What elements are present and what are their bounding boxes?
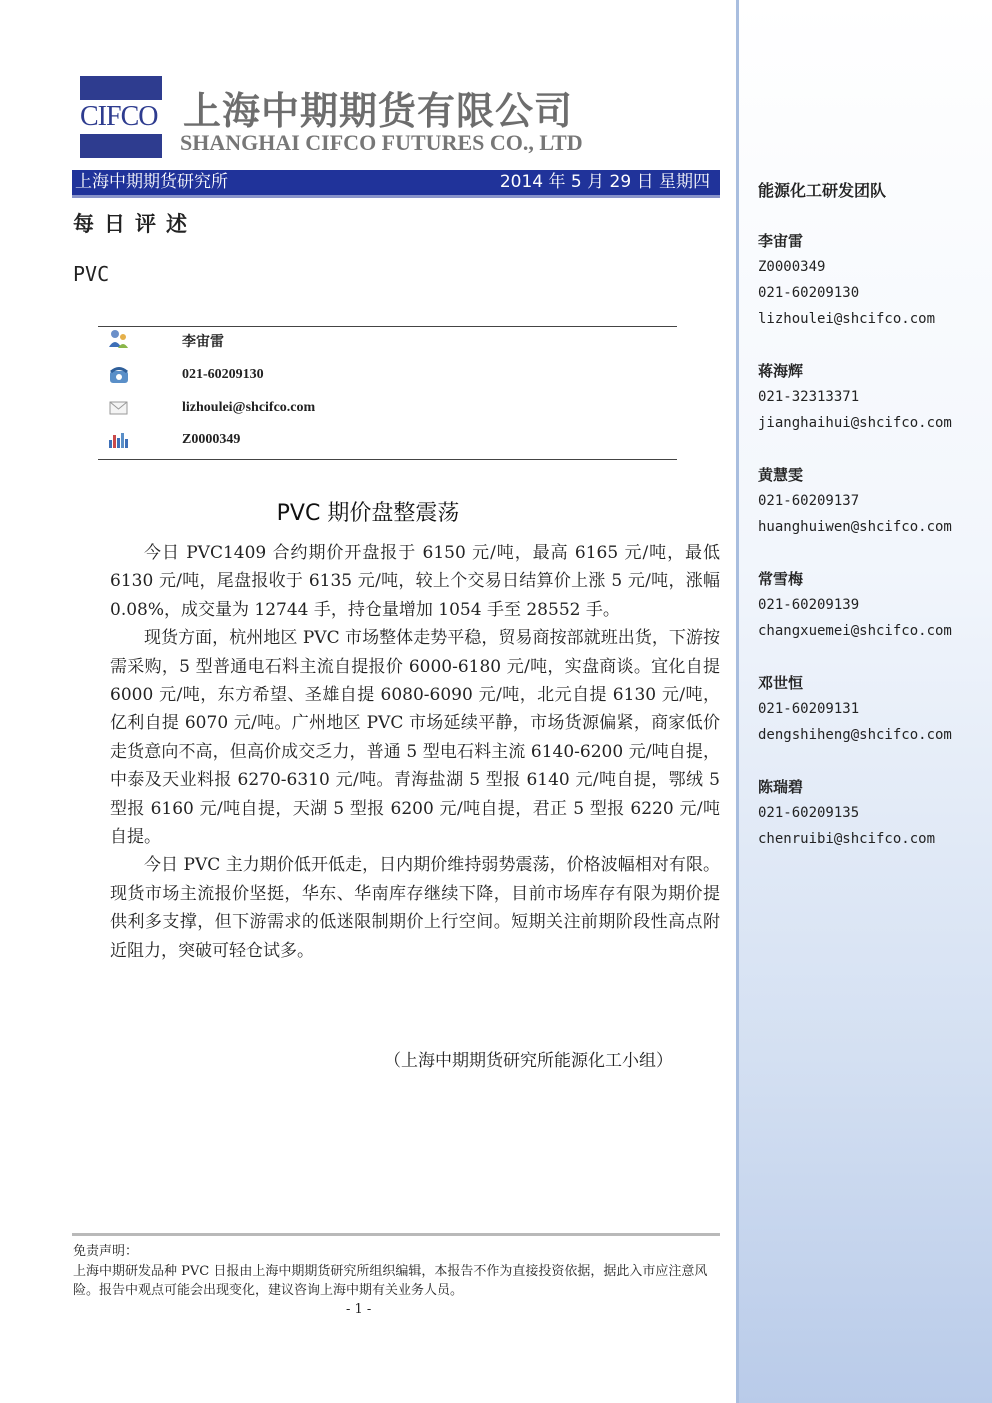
contact-row-license xyxy=(98,430,677,454)
contact-name: 李宙雷 xyxy=(182,335,224,350)
member-email: lizhoulei@shcifco.com xyxy=(758,311,936,327)
article-paragraph: 今日 PVC 主力期价低开低走，日内期价维持弱势震荡，价格波幅相对有限。现货市场主流报价坚挺，华东、华南库存继续下降，目前市场库存有限为期价提供利多支撑，但下游需求的低迷限制期价上行空间。短期关注前期阶段性高点附近阻力，突破可轻仓试多。 xyxy=(110,855,720,961)
disclaimer-title: 免责声明： xyxy=(73,1244,139,1259)
person-icon xyxy=(108,329,130,349)
member-name: 黄慧雯 xyxy=(758,466,804,484)
product-name: PVC xyxy=(73,262,110,286)
footer-divider xyxy=(72,1233,720,1236)
article-headline: PVC 期价盘整震荡 xyxy=(276,501,460,526)
disclaimer-text: 上海中期研发品种 PVC 日报由上海中期期货研究所组织编辑，本报告不作为直接投资依据，据此入市应注意风险。报告中观点可能会出现变化，建议咨询上海中期有关业务人员。 xyxy=(73,1263,708,1298)
article-paragraph: 今日 PVC1409 合约期价开盘报于 6150 元/吨，最高 6165 元/吨，最低 6130 元/吨，尾盘报收于 6135 元/吨，较上个交易日结算价上涨 5 元/吨，涨幅 0.08%，成交量为 12744 手，持仓量增加 1054 手至 28552 手。 xyxy=(110,543,720,620)
contact-row-phone xyxy=(98,365,677,389)
team-member xyxy=(758,566,952,644)
team-member xyxy=(758,228,935,332)
member-name: 邓世恒 xyxy=(758,674,804,692)
bar-chart-icon xyxy=(108,430,130,450)
contact-license: Z0000349 xyxy=(182,432,241,447)
member-name: 陈瑞碧 xyxy=(758,778,804,796)
team-member xyxy=(758,462,952,540)
member-email: changxuemei@shcifco.com xyxy=(758,623,952,639)
mail-icon xyxy=(108,398,130,418)
header-bar xyxy=(72,170,720,198)
contact-email: lizhoulei@shcifco.com xyxy=(182,400,316,415)
member-phone: 021-60209135 xyxy=(758,805,860,821)
institute-name: 上海中期期货研究所 xyxy=(75,172,228,192)
member-email: jianghaihui@shcifco.com xyxy=(758,415,952,431)
member-phone: 021-60209139 xyxy=(758,597,860,613)
sidebar-title: 能源化工研发团队 xyxy=(758,181,887,200)
disclaimer xyxy=(73,1242,723,1301)
contact-row-name xyxy=(98,329,677,353)
team-member xyxy=(758,670,952,748)
article-paragraph: 现货方面，杭州地区 PVC 市场整体走势平稳，贸易商按部就班出货，下游按需采购，5 型普通电石料主流自提报价 6000-6180 元/吨，实盘商谈。宜化自提 6000 元/吨，东方希望、圣雄自提 6080-6090 元/吨，北元自提 6130 元/吨，亿利自提 6070 元/吨。广州地区 PVC 市场延续平静，市场货源偏紧，商家低价走货意向不高，但高价成交乏力，普通 5 型电石料主流 6140-6200 元/吨自提，中泰及天业料报 6270-6310 元/吨。青海盐湖 5 型报 6140 元/吨自提，鄂绒 5 型报 6160 元/吨自提，天湖 5 型报 6200 元/吨自提，君正 5 型报 6220 元/吨自提。 xyxy=(110,628,720,848)
company-name-en: SHANGHAI CIFCO FUTURES CO., LTD xyxy=(180,130,583,155)
analyst-contact-box xyxy=(98,326,677,460)
member-name: 李宙雷 xyxy=(758,232,804,250)
team-member xyxy=(758,774,935,852)
contact-row-email xyxy=(98,398,677,422)
member-license: Z0000349 xyxy=(758,259,826,275)
member-phone: 021-60209131 xyxy=(758,701,860,717)
article-signature: （上海中期期货研究所能源化工小组） xyxy=(384,1051,673,1071)
member-name: 常雪梅 xyxy=(758,570,804,588)
member-email: chenruibi@shcifco.com xyxy=(758,831,936,847)
contact-phone: 021-60209130 xyxy=(182,367,264,382)
team-member xyxy=(758,358,952,436)
company-name-cn: 上海中期期货有限公司 xyxy=(183,89,574,133)
member-email: huanghuiwen@shcifco.com xyxy=(758,519,952,535)
member-phone: 021-60209130 xyxy=(758,285,860,301)
report-date: 2014 年 5 月 29 日 星期四 xyxy=(499,172,710,192)
phone-icon xyxy=(108,365,130,385)
member-phone: 021-32313371 xyxy=(758,389,860,405)
page-number: - 1 - xyxy=(346,1302,372,1317)
article-body xyxy=(110,539,720,965)
logo-text: CIFCO xyxy=(80,100,166,134)
member-email: dengshiheng@shcifco.com xyxy=(758,727,952,743)
member-name: 蒋海辉 xyxy=(758,362,804,380)
member-phone: 021-60209137 xyxy=(758,493,860,509)
section-title: 每日评述 xyxy=(73,212,197,236)
